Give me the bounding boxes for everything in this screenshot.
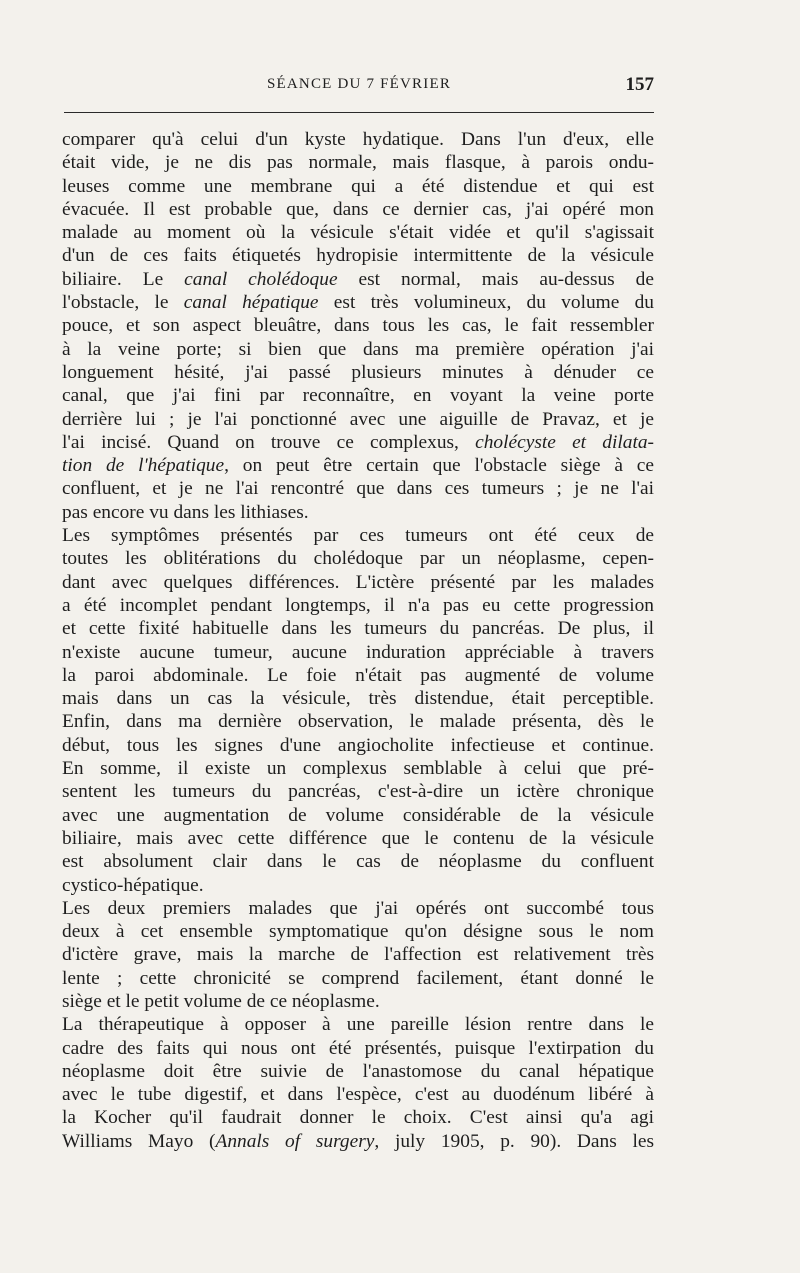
text-line: [62, 1037, 654, 1060]
line-text: lente ; cette chronicité se comprend facilement, étant donné le: [62, 967, 654, 989]
text-line: [62, 967, 654, 990]
line-text: mais dans un cas la vésicule, très distendue, était perceptible.: [62, 688, 654, 710]
line-text: est absolument clair dans le cas de néoplasme du confluent: [62, 851, 654, 873]
line-text: avec le tube digestif, et dans l'espèce, c'est au duodénum libéré à: [62, 1084, 654, 1106]
page-header: [64, 76, 654, 102]
text-line: [62, 920, 654, 943]
line-text-segment: est normal, mais au-dessus de: [337, 268, 654, 290]
text-line: [62, 710, 654, 733]
text-line: [62, 221, 654, 244]
text-line: [62, 664, 654, 687]
line-text: avec une augmentation de volume considérable de la vésicule: [62, 804, 654, 826]
line-text: néoplasme doit être suivie de l'anastomose du canal hépatique: [62, 1060, 654, 1082]
text-line: [62, 571, 654, 594]
line-text: canal, que j'ai fini par reconnaître, en voyant la veine porte: [62, 385, 654, 407]
line-text: Les deux premiers malades que j'ai opérés ont succombé tous: [62, 897, 654, 919]
line-text: Enfin, dans ma dernière observation, le malade présenta, dès le: [62, 711, 654, 733]
page-number: 157: [625, 74, 654, 95]
line-text: malade au moment où la vésicule s'était vidée et qu'il s'agissait: [62, 222, 654, 244]
text-line: [62, 757, 654, 780]
text-line: [62, 874, 654, 897]
text-line: [62, 780, 654, 803]
text-line: [62, 1060, 654, 1083]
line-text: toutes les oblitérations du cholédoque par un néoplasme, cepen-: [62, 548, 654, 570]
line-text-segment: , july 1905, p. 90). Dans les: [374, 1130, 655, 1152]
line-text: d'un de ces faits étiquetés hydropisie intermittente de la vésicule: [62, 245, 654, 267]
text-line: [62, 198, 654, 221]
line-text: biliaire, mais avec cette différence que le contenu de la vésicule: [62, 827, 654, 849]
running-title: SÉANCE DU 7 FÉVRIER: [266, 76, 452, 92]
text-line: [62, 501, 654, 524]
text-line: [62, 314, 654, 337]
line-text: la paroi abdominale. Le foie n'était pas augmenté de volume: [62, 664, 654, 686]
line-text: cadre des faits qui nous ont été présentés, puisque l'extirpation du: [62, 1037, 654, 1059]
line-text: longuement hésité, j'ai passé plusieurs minutes à dénuder ce: [62, 361, 654, 383]
text-line: [62, 734, 654, 757]
text-line: [62, 547, 654, 570]
line-text-segment: Williams Mayo (: [62, 1130, 216, 1152]
line-text-segment: l'ai incisé. Quand on trouve ce complexus,: [62, 431, 476, 453]
line-text: pouce, et son aspect bleuâtre, dans tous les cas, le fait ressembler: [62, 315, 654, 337]
text-line: [62, 1083, 654, 1106]
text-line: [62, 361, 654, 384]
text-line: [62, 1130, 654, 1153]
text-line: [62, 431, 654, 454]
line-text: n'existe aucune tumeur, aucune induration appréciable à travers: [62, 641, 654, 663]
text-line: [62, 990, 654, 1013]
line-text: comparer qu'à celui d'un kyste hydatique. Dans l'un d'eux, elle: [62, 129, 654, 150]
text-line: [62, 175, 654, 198]
italic-segment: cholécyste et dilata-: [475, 431, 654, 453]
line-text: à la veine porte; si bien que dans ma première opération j'ai: [62, 338, 654, 360]
text-line: [62, 827, 654, 850]
line-text: début, tous les signes d'une angiocholite infectieuse et continue.: [62, 734, 654, 756]
line-text: dant avec quelques différences. L'ictère présenté par les malades: [62, 571, 654, 593]
text-line: [62, 268, 654, 291]
line-text: En somme, il existe un complexus semblable à celui que pré-: [62, 758, 654, 780]
line-text: leuses comme une membrane qui a été distendue et qui est: [62, 175, 654, 197]
text-line: [62, 151, 654, 174]
line-text: derrière lui ; je l'ai ponctionné avec une aiguille de Pravaz, et je: [62, 408, 654, 430]
line-text: La thérapeutique à opposer à une pareille lésion rentre dans le: [62, 1014, 654, 1036]
text-line: [62, 477, 654, 500]
text-line: [62, 291, 654, 314]
text-line: [62, 594, 654, 617]
line-text: pas encore vu dans les lithiases.: [62, 501, 309, 523]
text-line: [62, 804, 654, 827]
italic-segment: Annals of surgery: [215, 1130, 375, 1152]
text-line: [62, 454, 654, 477]
italic-segment: canal hépatique: [183, 292, 319, 314]
line-text: cystico-hépatique.: [62, 874, 204, 896]
text-line: [62, 244, 654, 267]
text-line: [62, 338, 654, 361]
italic-segment: canal cholédoque: [184, 268, 338, 290]
text-line: [62, 850, 654, 873]
text-line: [62, 1106, 654, 1129]
line-text-segment: , on peut être certain que l'obstacle siège à ce: [224, 455, 654, 477]
header-rule: [64, 112, 654, 113]
line-text: a été incomplet pendant longtemps, il n'a pas eu cette progression: [62, 594, 654, 616]
line-text-segment: l'obstacle, le: [62, 292, 184, 314]
line-text: évacuée. Il est probable que, dans ce dernier cas, j'ai opéré mon: [62, 198, 654, 220]
line-text-segment: est très volumineux, du volume du: [318, 292, 654, 314]
text-line: [62, 384, 654, 407]
text-line: [62, 1013, 654, 1036]
text-line: [62, 687, 654, 710]
line-text-segment: biliaire. Le: [62, 268, 185, 290]
text-line: [62, 524, 654, 547]
text-line: [62, 408, 654, 431]
line-text: et cette fixité habituelle dans les tumeurs du pancréas. De plus, il: [62, 618, 654, 640]
italic-segment: tion de l'hépatique: [62, 455, 225, 477]
line-text: d'ictère grave, mais la marche de l'affection est relativement très: [62, 944, 654, 966]
line-text: sentent les tumeurs du pancréas, c'est-à-dire un ictère chronique: [62, 781, 654, 803]
line-text: était vide, je ne dis pas normale, mais flasque, à parois ondu-: [62, 152, 654, 174]
text-line: [62, 943, 654, 966]
text-line: [62, 128, 654, 151]
body-text: [62, 128, 654, 1153]
line-text: siège et le petit volume de ce néoplasme.: [62, 990, 380, 1012]
text-line: [62, 617, 654, 640]
line-text: confluent, et je ne l'ai rencontré que dans ces tumeurs ; je ne l'ai: [62, 478, 654, 500]
text-line: [62, 641, 654, 664]
line-text: deux à cet ensemble symptomatique qu'on désigne sous le nom: [62, 921, 654, 943]
line-text: Les symptômes présentés par ces tumeurs ont été ceux de: [62, 525, 654, 547]
text-line: [62, 897, 654, 920]
line-text: la Kocher qu'il faudrait donner le choix. C'est ainsi qu'a agi: [62, 1107, 654, 1129]
